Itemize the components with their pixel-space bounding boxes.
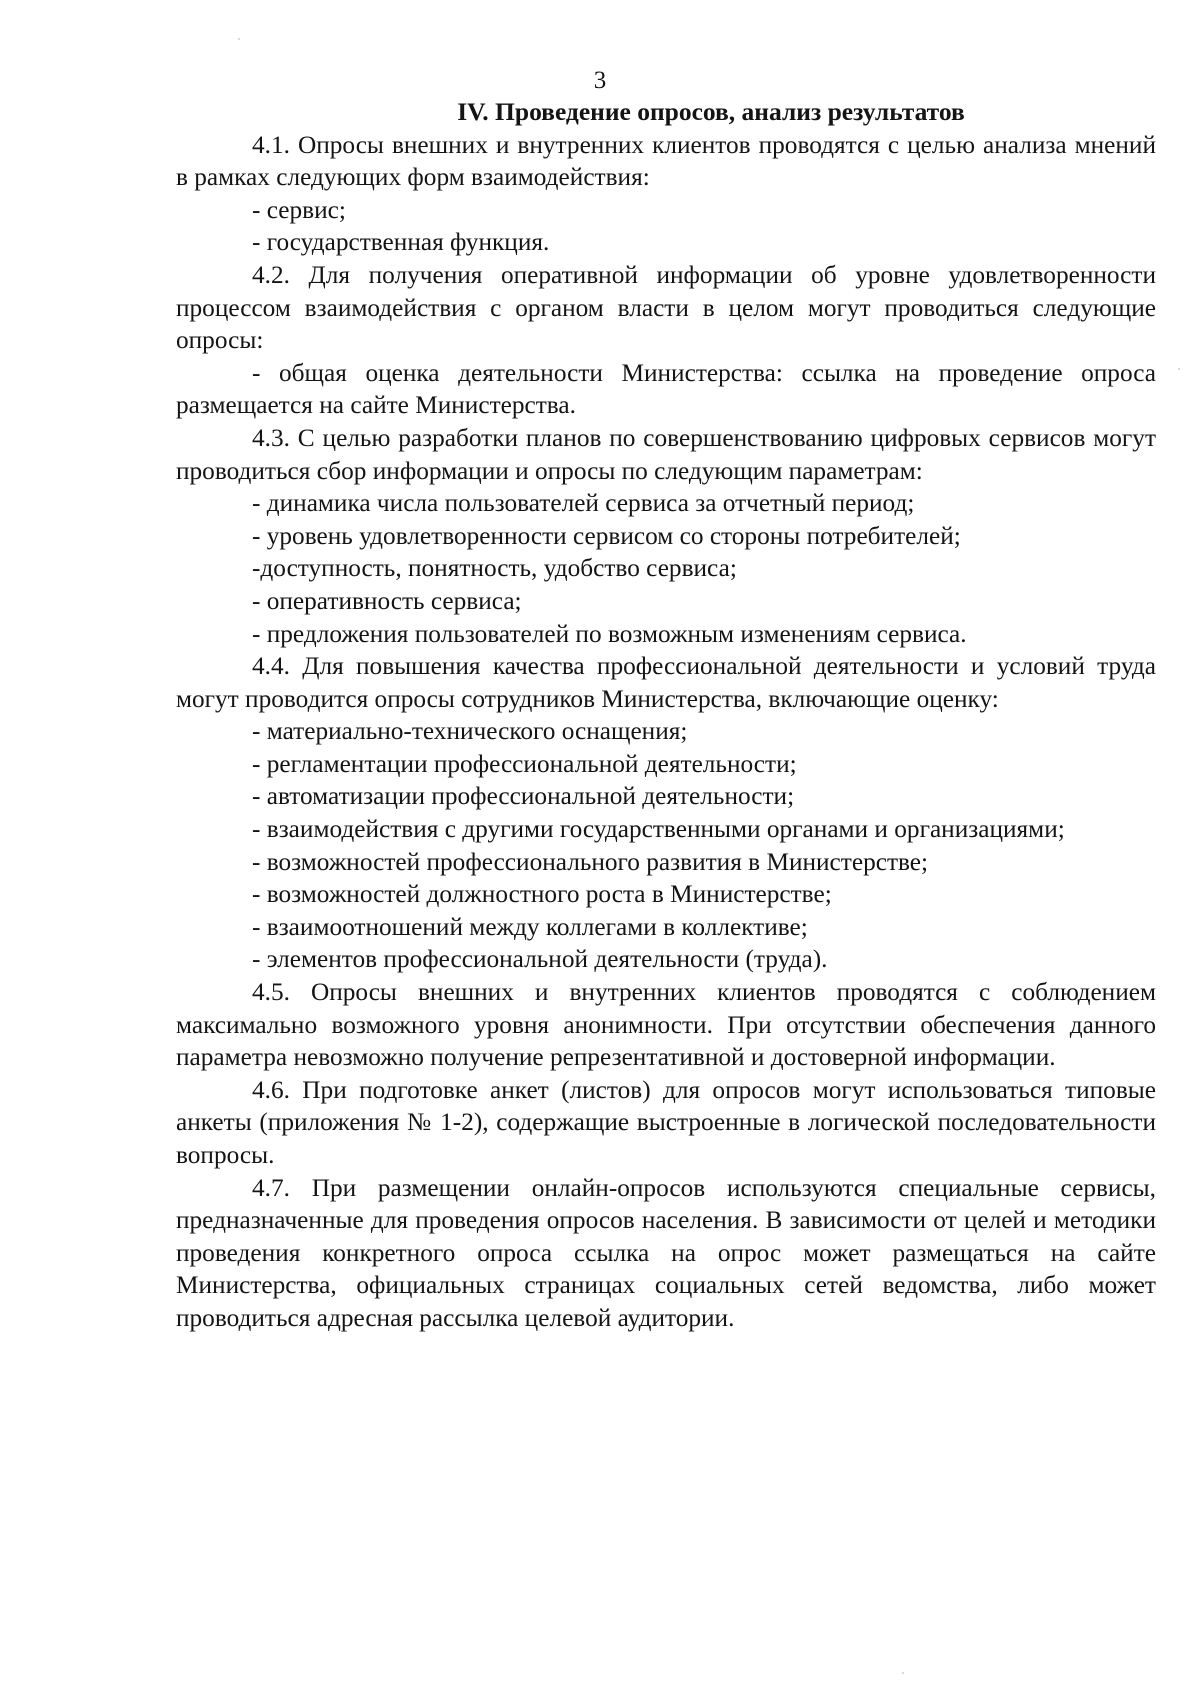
list-item-service: - сервис; xyxy=(252,195,346,224)
list-item-interaction: - взаимодействия с другими государственными органами и организациями; xyxy=(252,815,1065,844)
list-item-user-dynamics: - динамика числа пользователей сервиса за отчетный период; xyxy=(252,489,915,518)
section-heading: IV. Проведение опросов, анализ результатов xyxy=(457,97,965,126)
paragraph-4-6: 4.6. При подготовке анкет (листов) для опросов могут использоваться типовые анкеты (приложения № 1-2), содержащие выстроенные в логической последовательности вопросы. xyxy=(176,1075,1156,1169)
list-item-relationships: - взаимоотношений между коллегами в коллективе; xyxy=(252,912,808,941)
paragraph-4-5: 4.5. Опросы внешних и внутренних клиентов проводятся с соблюдением максимально возможного уровня анонимности. При отсутствии обеспечения данного параметра невозможно получение репрезентативной и достоверной информации. xyxy=(176,978,1156,1072)
paragraph-4-7: 4.7. При размещении онлайн-опросов используются специальные сервисы, предназначенные для проведения опросов населения. В зависимости от целей и методики проведения конкретного опроса ссылка на опрос может размещаться на сайте Министерства, официальных страницах социальных сетей ведомства, либо может проводиться адресная рассылка целевой аудитории. xyxy=(176,1173,1156,1332)
paragraph-4-4: 4.4. Для повышения качества профессиональной деятельности и условий труда могут проводится опросы сотрудников Министерства, включающие оценку: xyxy=(176,652,1156,713)
document-body xyxy=(176,96,1156,1335)
list-item-career-growth: - возможностей должностного роста в Министерстве; xyxy=(252,880,832,909)
scan-speck xyxy=(238,38,240,40)
list-item-accessibility: -доступность, понятность, удобство сервиса; xyxy=(252,554,737,583)
page-number: 3 xyxy=(593,67,607,94)
list-item-efficiency: - оперативность сервиса; xyxy=(252,586,522,615)
list-item-professional-development: - возможностей профессионального развития в Министерстве; xyxy=(252,847,929,876)
list-item-user-proposals: - предложения пользователей по возможным изменениям сервиса. xyxy=(252,619,967,648)
list-item-satisfaction-level: - уровень удовлетворенности сервисом со стороны потребителей; xyxy=(252,521,961,550)
list-item-state-function: - государственная функция. xyxy=(252,228,550,257)
scan-speck xyxy=(1178,368,1180,370)
paragraph-4-1: 4.1. Опросы внешних и внутренних клиентов проводятся с целью анализа мнений в рамках следующих форм взаимодействия: xyxy=(176,130,1156,192)
list-item-general-assessment: - общая оценка деятельности Министерства: ссылка на проведение опроса размещается на сайте Министерства. xyxy=(176,358,1156,420)
paragraph-4-3: 4.3. С целью разработки планов по совершенствованию цифровых сервисов могут проводиться сбор информации и опросы по следующим параметрам: xyxy=(176,423,1156,485)
list-item-regulation: - регламентации профессиональной деятельности; xyxy=(252,749,797,778)
list-item-automation: - автоматизации профессиональной деятельности; xyxy=(252,782,795,811)
scan-speck xyxy=(902,1672,904,1674)
list-item-equipment: - материально-технического оснащения; xyxy=(252,717,688,746)
list-item-work-elements: - элементов профессиональной деятельности (труда). xyxy=(252,945,828,974)
paragraph-4-2: 4.2. Для получения оперативной информации об уровне удовлетворенности процессом взаимодействия с органом власти в целом могут проводиться следующие опросы: xyxy=(176,260,1156,355)
